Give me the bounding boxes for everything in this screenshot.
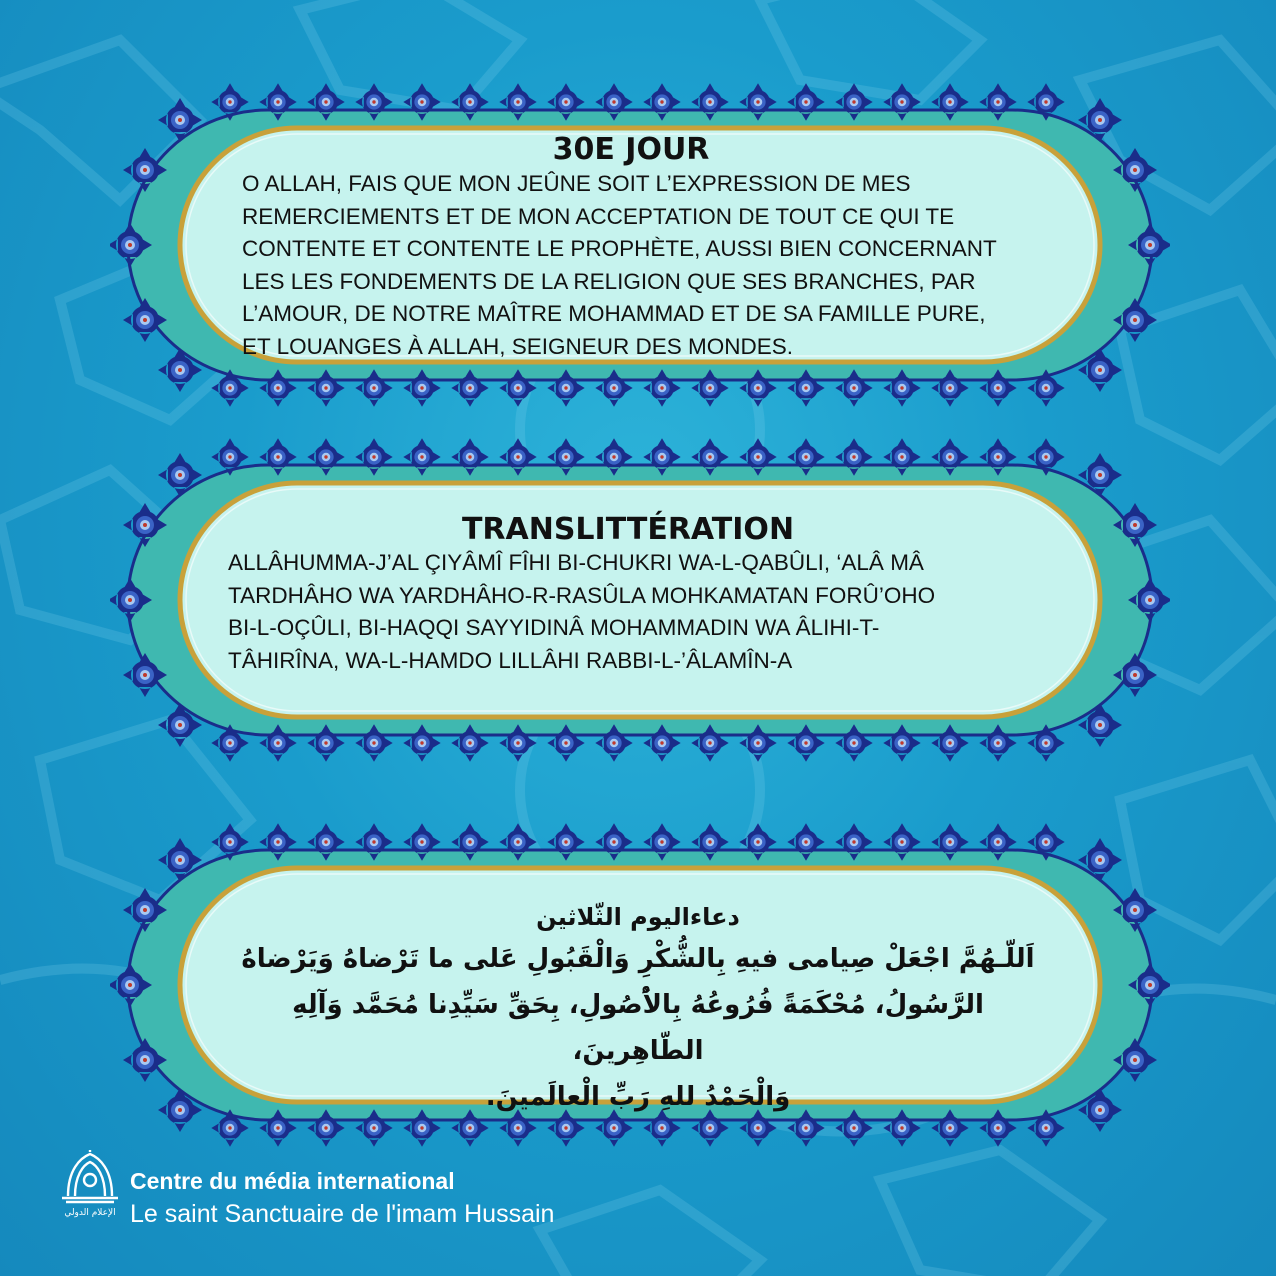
page-title: 30E JOUR xyxy=(552,132,710,167)
section-title-transliteration: TRANSLITTÉRATION xyxy=(461,512,795,547)
arabic-text xyxy=(228,936,1048,1120)
text-line: LES LES FONDEMENTS DE LA RELIGION QUE SES BRANCHES, PAR xyxy=(242,268,976,294)
logo-text: الإعلام الدولي xyxy=(64,1208,116,1218)
shrine-dome-icon xyxy=(58,1150,122,1210)
text-line: REMERCIEMENTS ET DE MON ACCEPTATION DE TOUT CE QUI TE xyxy=(242,203,955,229)
footer-brand xyxy=(58,1150,678,1230)
text-line: ET LOUANGES À ALLAH, SEIGNEUR DES MONDES. xyxy=(242,333,793,359)
text-line: CONTENTE ET CONTENTE LE PROPHÈTE, AUSSI BIEN CONCERNANT xyxy=(242,236,997,262)
org-subtitle: Le saint Sanctuaire de l'imam Hussain xyxy=(130,1200,555,1228)
text-line: TARDHÂHO WA YARDHÂHO-R-RASÛLA MOHKAMATAN FORÛ’OHO xyxy=(228,582,936,608)
french-text xyxy=(242,168,1020,364)
text-line: L’AMOUR, DE NOTRE MAÎTRE MOHAMMAD ET DE SA FAMILLE PURE, xyxy=(242,301,986,327)
text-line: اَللّـهُمَّ اجْعَلْ صِيامى فيهِ بِالشُّكْرِ وَالْقَبُولِ عَلى ما تَرْضاهُ وَيَرْضاهُ xyxy=(241,944,1035,974)
text-line: BI-L-OÇÛLI, BI-HAQQI SAYYIDINÂ MOHAMMADIN WA ÂLIHI-T- xyxy=(228,615,880,640)
text-line: الرَّسُولُ، مُحْكَمَةً فُرُوعُهُ بِالاُْصُولِ، بِحَقِّ سَيِّدِنا مُحَمَّد وَآلِهِ الطّاهِرينَ، xyxy=(292,990,984,1066)
section-title-arabic: دعاءاليوم الثّلاثين xyxy=(536,903,740,931)
text-line: وَالْحَمْدُ للهِ رَبِّ الْعالَمينَ. xyxy=(485,1082,791,1112)
text-line: ALLÂHUMMA-J’AL ÇIYÂMÎ FÎHI BI-CHUKRI WA-L-QABÛLI, ‘ALÂ MÂ xyxy=(228,550,924,575)
transliteration-text xyxy=(228,547,1028,677)
panel-french xyxy=(110,80,1170,410)
panel-arabic xyxy=(110,820,1170,1150)
org-name: Centre du média international xyxy=(130,1168,455,1194)
panel-transliteration xyxy=(110,435,1170,765)
text-line: O ALLAH, FAIS QUE MON JEÛNE SOIT L’EXPRESSION DE MES xyxy=(242,171,911,196)
text-line: TÂHIRÎNA, WA-L-HAMDO LILLÂHI RABBI-L-’ÂLAMÎN-A xyxy=(228,647,793,673)
